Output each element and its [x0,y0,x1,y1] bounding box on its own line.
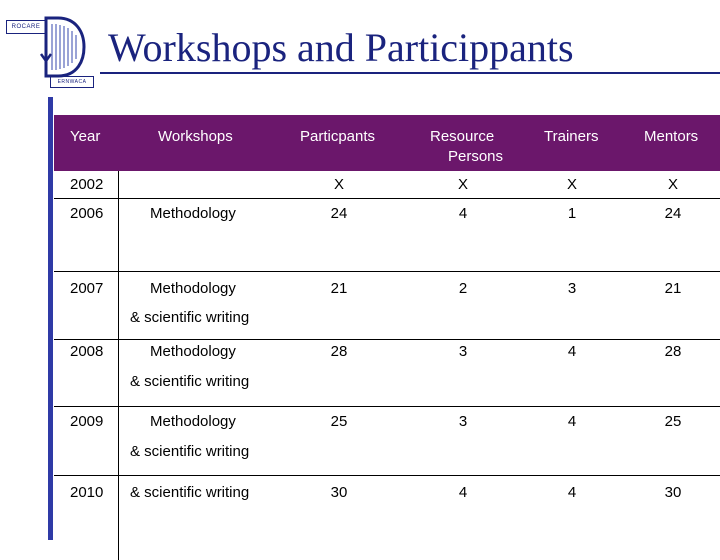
cell-participants: X [333,176,344,193]
cell-workshop-line2: & scientific writing [130,373,250,390]
header-workshops: Workshops [158,128,233,145]
logo-emblem-icon [38,14,88,80]
cell-trainers: 3 [567,280,577,297]
cell-year: 2002 [70,176,104,193]
cell-workshop: Methodology [150,205,236,222]
grid-hline [54,198,720,199]
grid-hline [54,339,720,340]
cell-workshop: Methodology [150,280,236,297]
header-participants: Particpants [300,128,376,145]
cell-workshop: Methodology [150,343,236,360]
cell-trainers: 1 [567,205,577,222]
cell-mentors: 30 [664,484,682,501]
title-underline [100,72,720,74]
cell-mentors: 21 [664,280,682,297]
cell-year: 2009 [70,413,104,430]
cell-participants: 28 [330,343,348,360]
header-resource-line2: Persons [448,148,504,165]
cell-resource: 3 [458,413,468,430]
cell-workshop: & scientific writing [130,484,250,501]
cell-participants: 24 [330,205,348,222]
logo-bottom-label: ERNWACA [50,76,94,88]
cell-mentors: X [667,176,678,193]
cell-resource: X [457,176,468,193]
cell-trainers: 4 [567,413,577,430]
cell-resource: 3 [458,343,468,360]
cell-workshop-line2: & scientific writing [130,443,250,460]
cell-resource: 4 [458,484,468,501]
left-accent-bar [48,97,53,540]
cell-trainers: 4 [567,343,577,360]
grid-hline [54,406,720,407]
cell-trainers: 4 [567,484,577,501]
cell-mentors: 25 [664,413,682,430]
cell-year: 2008 [70,343,104,360]
page-title: Workshops and Particippants [108,25,574,70]
table-header-row [54,115,720,171]
grid-hline [54,475,720,476]
grid-vline [118,171,119,560]
cell-mentors: 24 [664,205,682,222]
header-mentors: Mentors [644,128,699,145]
cell-resource: 2 [458,280,468,297]
cell-participants: 25 [330,413,348,430]
cell-workshop: Methodology [150,413,236,430]
cell-year: 2010 [70,484,104,501]
header-year: Year [70,128,101,145]
cell-resource: 4 [458,205,468,222]
logo-top-label: ROCARE [6,20,46,34]
cell-year: 2006 [70,205,104,222]
cell-workshop-line2: & scientific writing [130,309,250,326]
cell-trainers: X [566,176,577,193]
header-resource-line1: Resource [430,128,495,145]
cell-participants: 21 [330,280,348,297]
cell-year: 2007 [70,280,104,297]
cell-participants: 30 [330,484,348,501]
grid-hline [54,271,720,272]
organization-logo [4,14,94,84]
header-trainers: Trainers [544,128,599,145]
cell-mentors: 28 [664,343,682,360]
